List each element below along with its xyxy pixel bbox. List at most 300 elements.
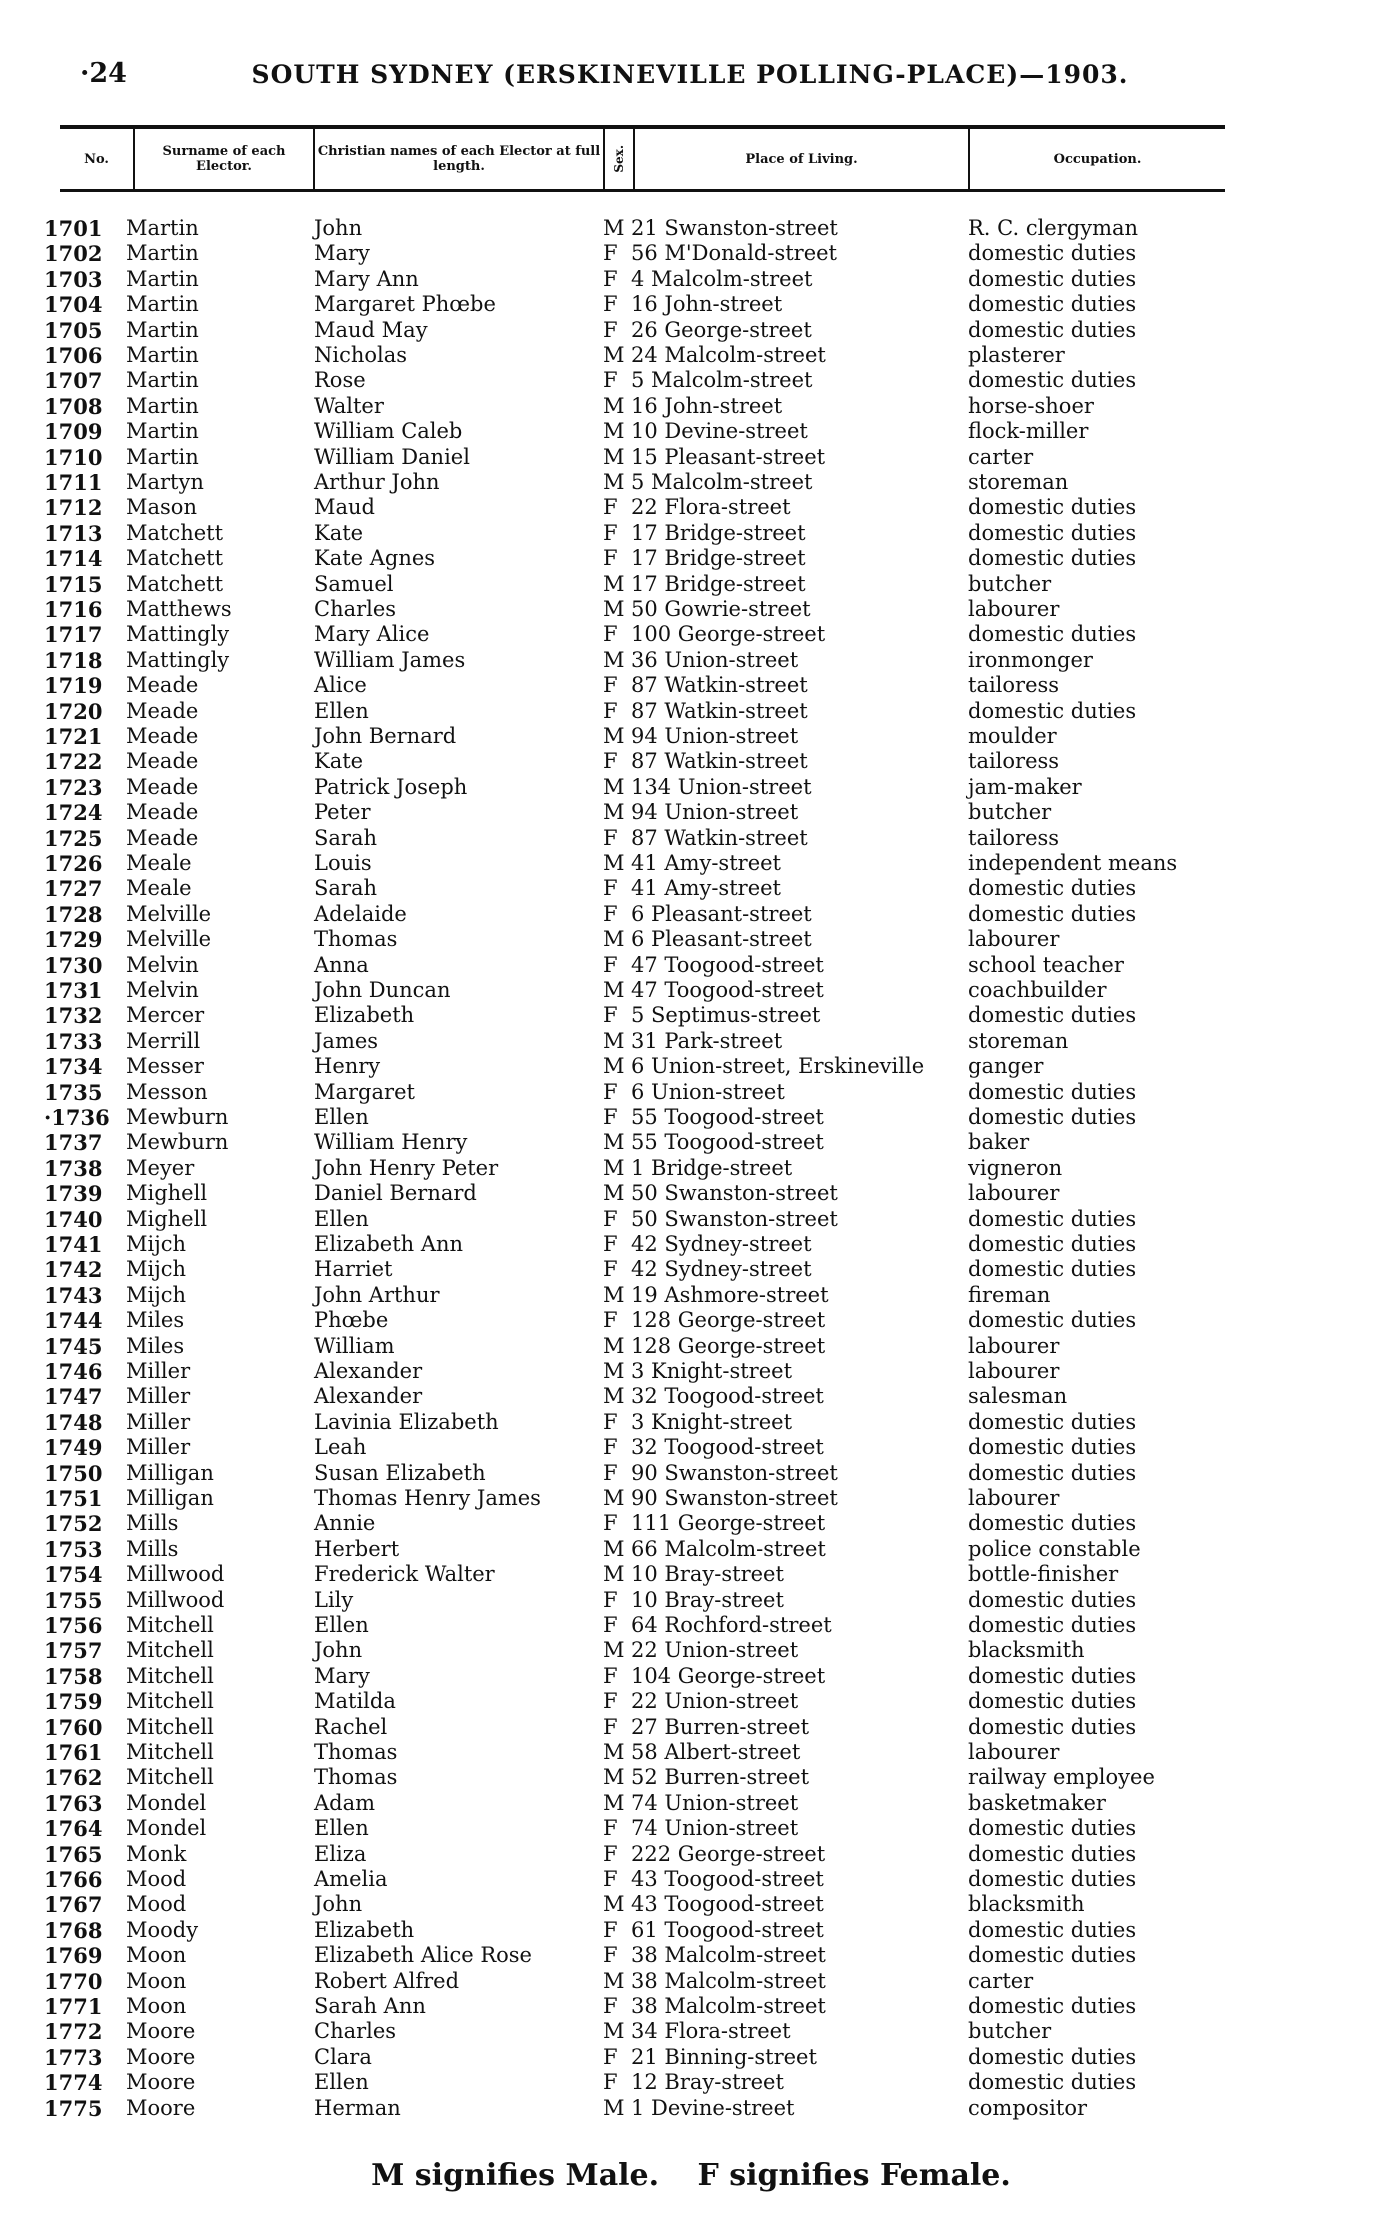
elector-surname: Moore xyxy=(126,2044,196,2069)
elector-sex: F xyxy=(603,1613,618,1637)
elector-christian-names: Ellen xyxy=(314,1206,369,1231)
elector-place-of-living: 22 Flora-street xyxy=(631,495,791,520)
elector-number: 1733 xyxy=(44,1028,103,1054)
elector-christian-names: Alexander xyxy=(314,1384,423,1409)
elector-sex: F xyxy=(603,241,618,266)
column-header-christian-names: Christian names of each Elector at full length. xyxy=(315,129,605,189)
elector-number: 1730 xyxy=(44,952,103,978)
elector-row xyxy=(0,394,1382,419)
elector-place-of-living: 104 George-street xyxy=(631,1663,826,1688)
elector-row xyxy=(0,1461,1382,1486)
elector-christian-names: Kate Agnes xyxy=(314,546,436,571)
elector-sex: M xyxy=(603,1638,625,1663)
elector-surname: Martin xyxy=(126,343,199,367)
elector-surname: Mijch xyxy=(126,1282,187,1307)
elector-christian-names: Ellen xyxy=(314,698,369,723)
elector-surname: Martin xyxy=(126,317,199,342)
elector-sex: F xyxy=(603,1257,618,1282)
elector-number: 1746 xyxy=(44,1359,103,1384)
elector-surname: Martin xyxy=(126,266,199,291)
elector-surname: Mattingly xyxy=(126,647,230,672)
elector-number: 1706 xyxy=(44,343,103,368)
elector-sex: M xyxy=(603,800,625,825)
elector-christian-names: Sarah Ann xyxy=(314,1994,426,2018)
elector-number: 1726 xyxy=(44,851,103,876)
elector-sex: F xyxy=(603,1003,618,1028)
elector-row xyxy=(0,1740,1382,1765)
elector-place-of-living: 16 John-street xyxy=(631,292,783,317)
elector-sex: F xyxy=(603,1308,618,1333)
elector-row xyxy=(0,1562,1382,1587)
elector-christian-names: Thomas Henry James xyxy=(314,1486,541,1510)
elector-surname: Martin xyxy=(126,393,199,418)
elector-row xyxy=(0,1283,1382,1308)
elector-place-of-living: 42 Sydney-street xyxy=(631,1257,812,1282)
elector-number: 1704 xyxy=(44,292,103,318)
elector-sex: F xyxy=(603,1460,618,1485)
elector-sex: F xyxy=(603,1689,618,1714)
elector-surname: Meade xyxy=(126,825,199,850)
elector-christian-names: Daniel Bernard xyxy=(314,1181,477,1206)
elector-number: 1720 xyxy=(44,698,103,724)
elector-sex: F xyxy=(603,1994,618,2018)
elector-sex: M xyxy=(603,1130,625,1155)
elector-occupation: jam-maker xyxy=(968,774,1082,799)
elector-surname: Meade xyxy=(126,698,199,723)
elector-occupation: domestic duties xyxy=(968,1079,1137,1104)
elector-christian-names: William Daniel xyxy=(314,444,470,469)
elector-occupation: domestic duties xyxy=(968,1460,1137,1485)
elector-place-of-living: 21 Swanston-street xyxy=(631,216,838,240)
elector-place-of-living: 32 Toogood-street xyxy=(631,1435,824,1460)
elector-row xyxy=(0,1029,1382,1054)
elector-number: 1742 xyxy=(44,1257,103,1283)
elector-row xyxy=(0,572,1382,597)
elector-surname: Mood xyxy=(126,1867,187,1891)
elector-christian-names: Elizabeth Ann xyxy=(314,1232,464,1256)
elector-sex: M xyxy=(603,1968,625,1993)
legend-male: M signifies Male. xyxy=(371,2158,660,2193)
elector-row xyxy=(0,241,1382,266)
elector-christian-names: Thomas xyxy=(314,1740,398,1764)
elector-number: 1729 xyxy=(44,927,103,953)
elector-christian-names: John Duncan xyxy=(314,978,451,1002)
elector-sex: F xyxy=(603,317,618,342)
elector-surname: Meade xyxy=(126,724,199,748)
elector-surname: Meade xyxy=(126,774,199,799)
elector-surname: Mood xyxy=(126,1892,187,1917)
elector-sex: F xyxy=(603,1206,618,1231)
elector-occupation: baker xyxy=(968,1130,1030,1155)
elector-occupation: domestic duties xyxy=(968,1511,1137,1536)
elector-surname: Miller xyxy=(126,1359,191,1383)
elector-number: 1713 xyxy=(44,520,103,546)
elector-occupation: carter xyxy=(968,444,1034,469)
elector-place-of-living: 74 Union-street xyxy=(631,1816,799,1841)
elector-sex: M xyxy=(603,1333,625,1358)
elector-occupation: basketmaker xyxy=(968,1790,1106,1815)
elector-place-of-living: 87 Watkin-street xyxy=(631,825,808,850)
elector-number: 1723 xyxy=(44,774,103,800)
elector-place-of-living: 10 Devine-street xyxy=(631,419,808,444)
elector-occupation: domestic duties xyxy=(968,1435,1137,1460)
elector-sex: M xyxy=(603,1359,625,1383)
elector-surname: Mondel xyxy=(126,1790,207,1815)
elector-sex: M xyxy=(603,444,625,469)
elector-number: 1701 xyxy=(44,216,103,241)
elector-place-of-living: 26 George-street xyxy=(631,317,812,342)
elector-place-of-living: 22 Union-street xyxy=(631,1638,799,1663)
elector-surname: Mighell xyxy=(126,1181,208,1206)
elector-number: 1771 xyxy=(44,1994,103,2019)
elector-occupation: police constable xyxy=(968,1536,1141,1561)
elector-occupation: labourer xyxy=(968,1486,1060,1510)
elector-place-of-living: 61 Toogood-street xyxy=(631,1917,824,1942)
elector-surname: Matchett xyxy=(126,546,224,571)
elector-occupation: domestic duties xyxy=(968,495,1137,520)
elector-place-of-living: 50 Swanston-street xyxy=(631,1206,838,1231)
elector-place-of-living: 6 Union-street, Erskineville xyxy=(631,1054,925,1079)
elector-sex: M xyxy=(603,1384,625,1409)
elector-occupation: domestic duties xyxy=(968,1587,1137,1612)
elector-number: 1703 xyxy=(44,266,103,292)
elector-surname: Mondel xyxy=(126,1816,207,1841)
elector-christian-names: Matilda xyxy=(314,1689,396,1714)
elector-place-of-living: 134 Union-street xyxy=(631,774,812,799)
column-header-place: Place of Living. xyxy=(635,129,970,189)
elector-christian-names: James xyxy=(314,1028,379,1053)
elector-number: 1756 xyxy=(44,1613,103,1638)
elector-surname: Moody xyxy=(126,1917,199,1942)
elector-sex: F xyxy=(603,1816,618,1841)
elector-number: 1738 xyxy=(44,1155,103,1181)
elector-row xyxy=(0,445,1382,470)
elector-occupation: storeman xyxy=(968,1028,1069,1053)
elector-number: 1714 xyxy=(44,546,103,572)
elector-number: 1739 xyxy=(44,1181,103,1207)
elector-sex: F xyxy=(603,2070,618,2095)
elector-place-of-living: 6 Pleasant-street xyxy=(631,901,812,926)
elector-sex: M xyxy=(603,1054,625,1079)
elector-occupation: blacksmith xyxy=(968,1638,1085,1663)
elector-place-of-living: 15 Pleasant-street xyxy=(631,444,826,469)
elector-place-of-living: 94 Union-street xyxy=(631,724,799,748)
elector-christian-names: Charles xyxy=(314,2019,397,2044)
elector-occupation: domestic duties xyxy=(968,2044,1137,2069)
elector-place-of-living: 74 Union-street xyxy=(631,1790,799,1815)
elector-number: 1709 xyxy=(44,419,103,445)
elector-row xyxy=(0,1943,1382,1968)
elector-row xyxy=(0,851,1382,876)
elector-row xyxy=(0,724,1382,749)
elector-row xyxy=(0,1638,1382,1663)
elector-number: 1732 xyxy=(44,1003,103,1029)
elector-number: ·1736 xyxy=(44,1105,110,1130)
elector-place-of-living: 55 Toogood-street xyxy=(631,1130,824,1155)
elector-number: 1775 xyxy=(44,2095,103,2121)
column-header-surname: Surname of each Elector. xyxy=(135,129,315,189)
elector-number: 1716 xyxy=(44,597,103,622)
elector-surname: Mitchell xyxy=(126,1765,214,1790)
elector-place-of-living: 87 Watkin-street xyxy=(631,749,808,774)
elector-row xyxy=(0,699,1382,724)
elector-surname: Milligan xyxy=(126,1486,214,1510)
elector-christian-names: John Henry Peter xyxy=(314,1155,499,1180)
elector-number: 1741 xyxy=(44,1232,103,1257)
elector-occupation: butcher xyxy=(968,571,1052,596)
elector-row xyxy=(0,1257,1382,1282)
elector-sex: M xyxy=(603,1790,625,1815)
elector-christian-names: Mary xyxy=(314,1663,370,1688)
elector-row xyxy=(0,2096,1382,2121)
elector-number: 1712 xyxy=(44,495,103,521)
elector-number: 1743 xyxy=(44,1282,103,1308)
elector-sex: F xyxy=(603,1663,618,1688)
elector-sex: M xyxy=(603,1028,625,1053)
elector-occupation: school teacher xyxy=(968,952,1124,977)
elector-row xyxy=(0,1994,1382,2019)
elector-surname: Merrill xyxy=(126,1028,201,1053)
elector-row xyxy=(0,1410,1382,1435)
elector-christian-names: Annie xyxy=(314,1511,376,1536)
elector-surname: Messon xyxy=(126,1079,208,1104)
elector-surname: Martin xyxy=(126,419,199,444)
elector-place-of-living: 111 George-street xyxy=(631,1511,826,1536)
elector-surname: Melville xyxy=(126,927,212,952)
elector-surname: Moon xyxy=(126,1968,187,1993)
elector-place-of-living: 64 Rochford-street xyxy=(631,1613,832,1637)
elector-sex: M xyxy=(603,724,625,748)
elector-surname: Mewburn xyxy=(126,1105,229,1129)
elector-occupation: butcher xyxy=(968,2019,1052,2044)
elector-row xyxy=(0,978,1382,1003)
elector-sex: F xyxy=(603,825,618,850)
elector-occupation: labourer xyxy=(968,1333,1060,1358)
elector-row xyxy=(0,1791,1382,1816)
elector-christian-names: Robert Alfred xyxy=(314,1968,460,1993)
elector-sex: F xyxy=(603,622,618,647)
elector-occupation: horse-shoer xyxy=(968,393,1094,418)
column-header-sex-cell xyxy=(605,129,635,189)
elector-sex: M xyxy=(603,1155,625,1180)
page-number: ·24 xyxy=(80,58,127,89)
elector-number: 1717 xyxy=(44,622,103,648)
elector-place-of-living: 52 Burren-street xyxy=(631,1765,810,1790)
elector-place-of-living: 87 Watkin-street xyxy=(631,673,808,698)
elector-surname: Mitchell xyxy=(126,1714,214,1739)
elector-number: 1770 xyxy=(44,1968,103,1994)
elector-christian-names: John xyxy=(314,1892,363,1917)
elector-surname: Matthews xyxy=(126,597,232,621)
elector-place-of-living: 90 Swanston-street xyxy=(631,1460,838,1485)
elector-row xyxy=(0,292,1382,317)
elector-place-of-living: 100 George-street xyxy=(631,622,826,647)
column-header-sex: Sex. xyxy=(611,145,626,173)
elector-place-of-living: 94 Union-street xyxy=(631,800,799,825)
elector-surname: Mattingly xyxy=(126,622,230,647)
elector-place-of-living: 66 Malcolm-street xyxy=(631,1536,826,1561)
elector-sex: F xyxy=(603,520,618,545)
elector-row xyxy=(0,673,1382,698)
elector-occupation: blacksmith xyxy=(968,1892,1085,1917)
elector-occupation: ironmonger xyxy=(968,647,1093,672)
elector-occupation: tailoress xyxy=(968,673,1060,698)
elector-surname: Meade xyxy=(126,800,199,825)
elector-row xyxy=(0,775,1382,800)
elector-sex: F xyxy=(603,901,618,926)
elector-place-of-living: 34 Flora-street xyxy=(631,2019,791,2044)
elector-occupation: tailoress xyxy=(968,825,1060,850)
elector-occupation: moulder xyxy=(968,724,1057,748)
elector-christian-names: William James xyxy=(314,647,466,672)
elector-surname: Meale xyxy=(126,876,192,901)
elector-surname: Moore xyxy=(126,2095,196,2120)
elector-row xyxy=(0,622,1382,647)
elector-surname: Mitchell xyxy=(126,1613,214,1637)
elector-christian-names: Phœbe xyxy=(314,1308,389,1333)
elector-row xyxy=(0,1892,1382,1917)
elector-number: 1755 xyxy=(44,1587,103,1613)
elector-place-of-living: 5 Malcolm-street xyxy=(631,368,813,393)
elector-number: 1757 xyxy=(44,1638,103,1664)
elector-sex: F xyxy=(603,1943,618,1968)
elector-christian-names: Ellen xyxy=(314,1613,369,1637)
elector-occupation: plasterer xyxy=(968,343,1065,367)
elector-sex: M xyxy=(603,851,625,875)
elector-christian-names: Clara xyxy=(314,2044,372,2069)
elector-row xyxy=(0,1765,1382,1790)
elector-surname: Mercer xyxy=(126,1003,205,1028)
elector-row xyxy=(0,1588,1382,1613)
elector-number: 1745 xyxy=(44,1333,103,1359)
elector-place-of-living: 32 Toogood-street xyxy=(631,1384,824,1409)
elector-row xyxy=(0,927,1382,952)
elector-occupation: bottle-finisher xyxy=(968,1562,1119,1587)
elector-sex: M xyxy=(603,419,625,444)
elector-row xyxy=(0,495,1382,520)
elector-surname: Melville xyxy=(126,901,212,926)
elector-number: 1740 xyxy=(44,1206,103,1232)
elector-christian-names: Mary Ann xyxy=(314,266,419,291)
elector-christian-names: Rachel xyxy=(314,1714,388,1739)
elector-place-of-living: 1 Bridge-street xyxy=(631,1155,793,1180)
elector-number: 1737 xyxy=(44,1130,103,1156)
elector-surname: Mitchell xyxy=(126,1638,214,1663)
elector-surname: Moore xyxy=(126,2070,196,2095)
elector-surname: Miller xyxy=(126,1435,191,1460)
elector-christian-names: Maud xyxy=(314,495,375,520)
elector-occupation: domestic duties xyxy=(968,1917,1137,1942)
elector-row xyxy=(0,419,1382,444)
elector-christian-names: Henry xyxy=(314,1054,381,1079)
elector-occupation: domestic duties xyxy=(968,292,1137,317)
elector-occupation: flock-miller xyxy=(968,419,1089,444)
elector-number: 1760 xyxy=(44,1714,103,1740)
elector-number: 1750 xyxy=(44,1460,103,1486)
elector-number: 1753 xyxy=(44,1536,103,1562)
elector-surname: Mitchell xyxy=(126,1663,214,1688)
elector-number: 1767 xyxy=(44,1892,103,1918)
elector-number: 1773 xyxy=(44,2044,103,2070)
elector-surname: Mighell xyxy=(126,1206,208,1231)
elector-christian-names: Mary Alice xyxy=(314,622,430,647)
elector-sex: F xyxy=(603,1105,618,1129)
elector-christian-names: Lily xyxy=(314,1587,354,1612)
elector-surname: Monk xyxy=(126,1841,187,1866)
elector-christian-names: Sarah xyxy=(314,876,377,901)
elector-place-of-living: 22 Union-street xyxy=(631,1689,799,1714)
elector-christian-names: Ellen xyxy=(314,2070,369,2095)
elector-sex: F xyxy=(603,749,618,774)
elector-occupation: coachbuilder xyxy=(968,978,1107,1002)
elector-place-of-living: 128 George-street xyxy=(631,1333,826,1358)
elector-surname: Moon xyxy=(126,1943,187,1968)
elector-christian-names: Margaret Phœbe xyxy=(314,292,496,317)
elector-christian-names: Kate xyxy=(314,520,364,545)
elector-christian-names: Harriet xyxy=(314,1257,393,1282)
elector-occupation: butcher xyxy=(968,800,1052,825)
column-header-row xyxy=(60,125,1225,192)
elector-surname: Mitchell xyxy=(126,1689,214,1714)
elector-row xyxy=(0,597,1382,622)
elector-place-of-living: 10 Bray-street xyxy=(631,1562,784,1587)
elector-occupation: independent means xyxy=(968,851,1178,875)
elector-number: 1705 xyxy=(44,317,103,343)
elector-place-of-living: 222 George-street xyxy=(631,1841,826,1866)
elector-occupation: domestic duties xyxy=(968,1994,1137,2018)
elector-christian-names: William xyxy=(314,1333,395,1358)
elector-sex: M xyxy=(603,393,625,418)
elector-christian-names: Charles xyxy=(314,597,397,621)
elector-place-of-living: 38 Malcolm-street xyxy=(631,1943,826,1968)
elector-number: 1747 xyxy=(44,1384,103,1410)
column-header-occupation: Occupation. xyxy=(1053,151,1142,167)
elector-occupation: domestic duties xyxy=(968,317,1137,342)
elector-sex: F xyxy=(603,1409,618,1434)
elector-number: 1707 xyxy=(44,368,103,394)
elector-place-of-living: 47 Toogood-street xyxy=(631,952,824,977)
elector-christian-names: Peter xyxy=(314,800,371,825)
elector-row xyxy=(0,267,1382,292)
elector-surname: Meale xyxy=(126,851,192,875)
elector-row xyxy=(0,1308,1382,1333)
elector-number: 1772 xyxy=(44,2019,103,2045)
elector-christian-names: Lavinia Elizabeth xyxy=(314,1409,499,1434)
column-header-no: No. xyxy=(60,129,135,189)
elector-occupation: compositor xyxy=(968,2095,1088,2120)
elector-sex: F xyxy=(603,952,618,977)
elector-sex: M xyxy=(603,1765,625,1790)
elector-sex: F xyxy=(603,1232,618,1256)
elector-number: 1758 xyxy=(44,1663,103,1689)
elector-row xyxy=(0,1511,1382,1536)
elector-sex: F xyxy=(603,1587,618,1612)
elector-row xyxy=(0,216,1382,241)
elector-number: 1762 xyxy=(44,1765,103,1791)
elector-surname: Mitchell xyxy=(126,1740,214,1764)
elector-sex: F xyxy=(603,266,618,291)
elector-sex: F xyxy=(603,1079,618,1104)
elector-sex: M xyxy=(603,1892,625,1917)
elector-number: 1768 xyxy=(44,1917,103,1943)
elector-number: 1748 xyxy=(44,1409,103,1435)
elector-place-of-living: 43 Toogood-street xyxy=(631,1867,824,1891)
elector-row xyxy=(0,546,1382,571)
elector-occupation: domestic duties xyxy=(968,1943,1137,1968)
elector-surname: Meade xyxy=(126,749,199,774)
elector-number: 1752 xyxy=(44,1511,103,1537)
elector-surname: Martin xyxy=(126,241,199,266)
